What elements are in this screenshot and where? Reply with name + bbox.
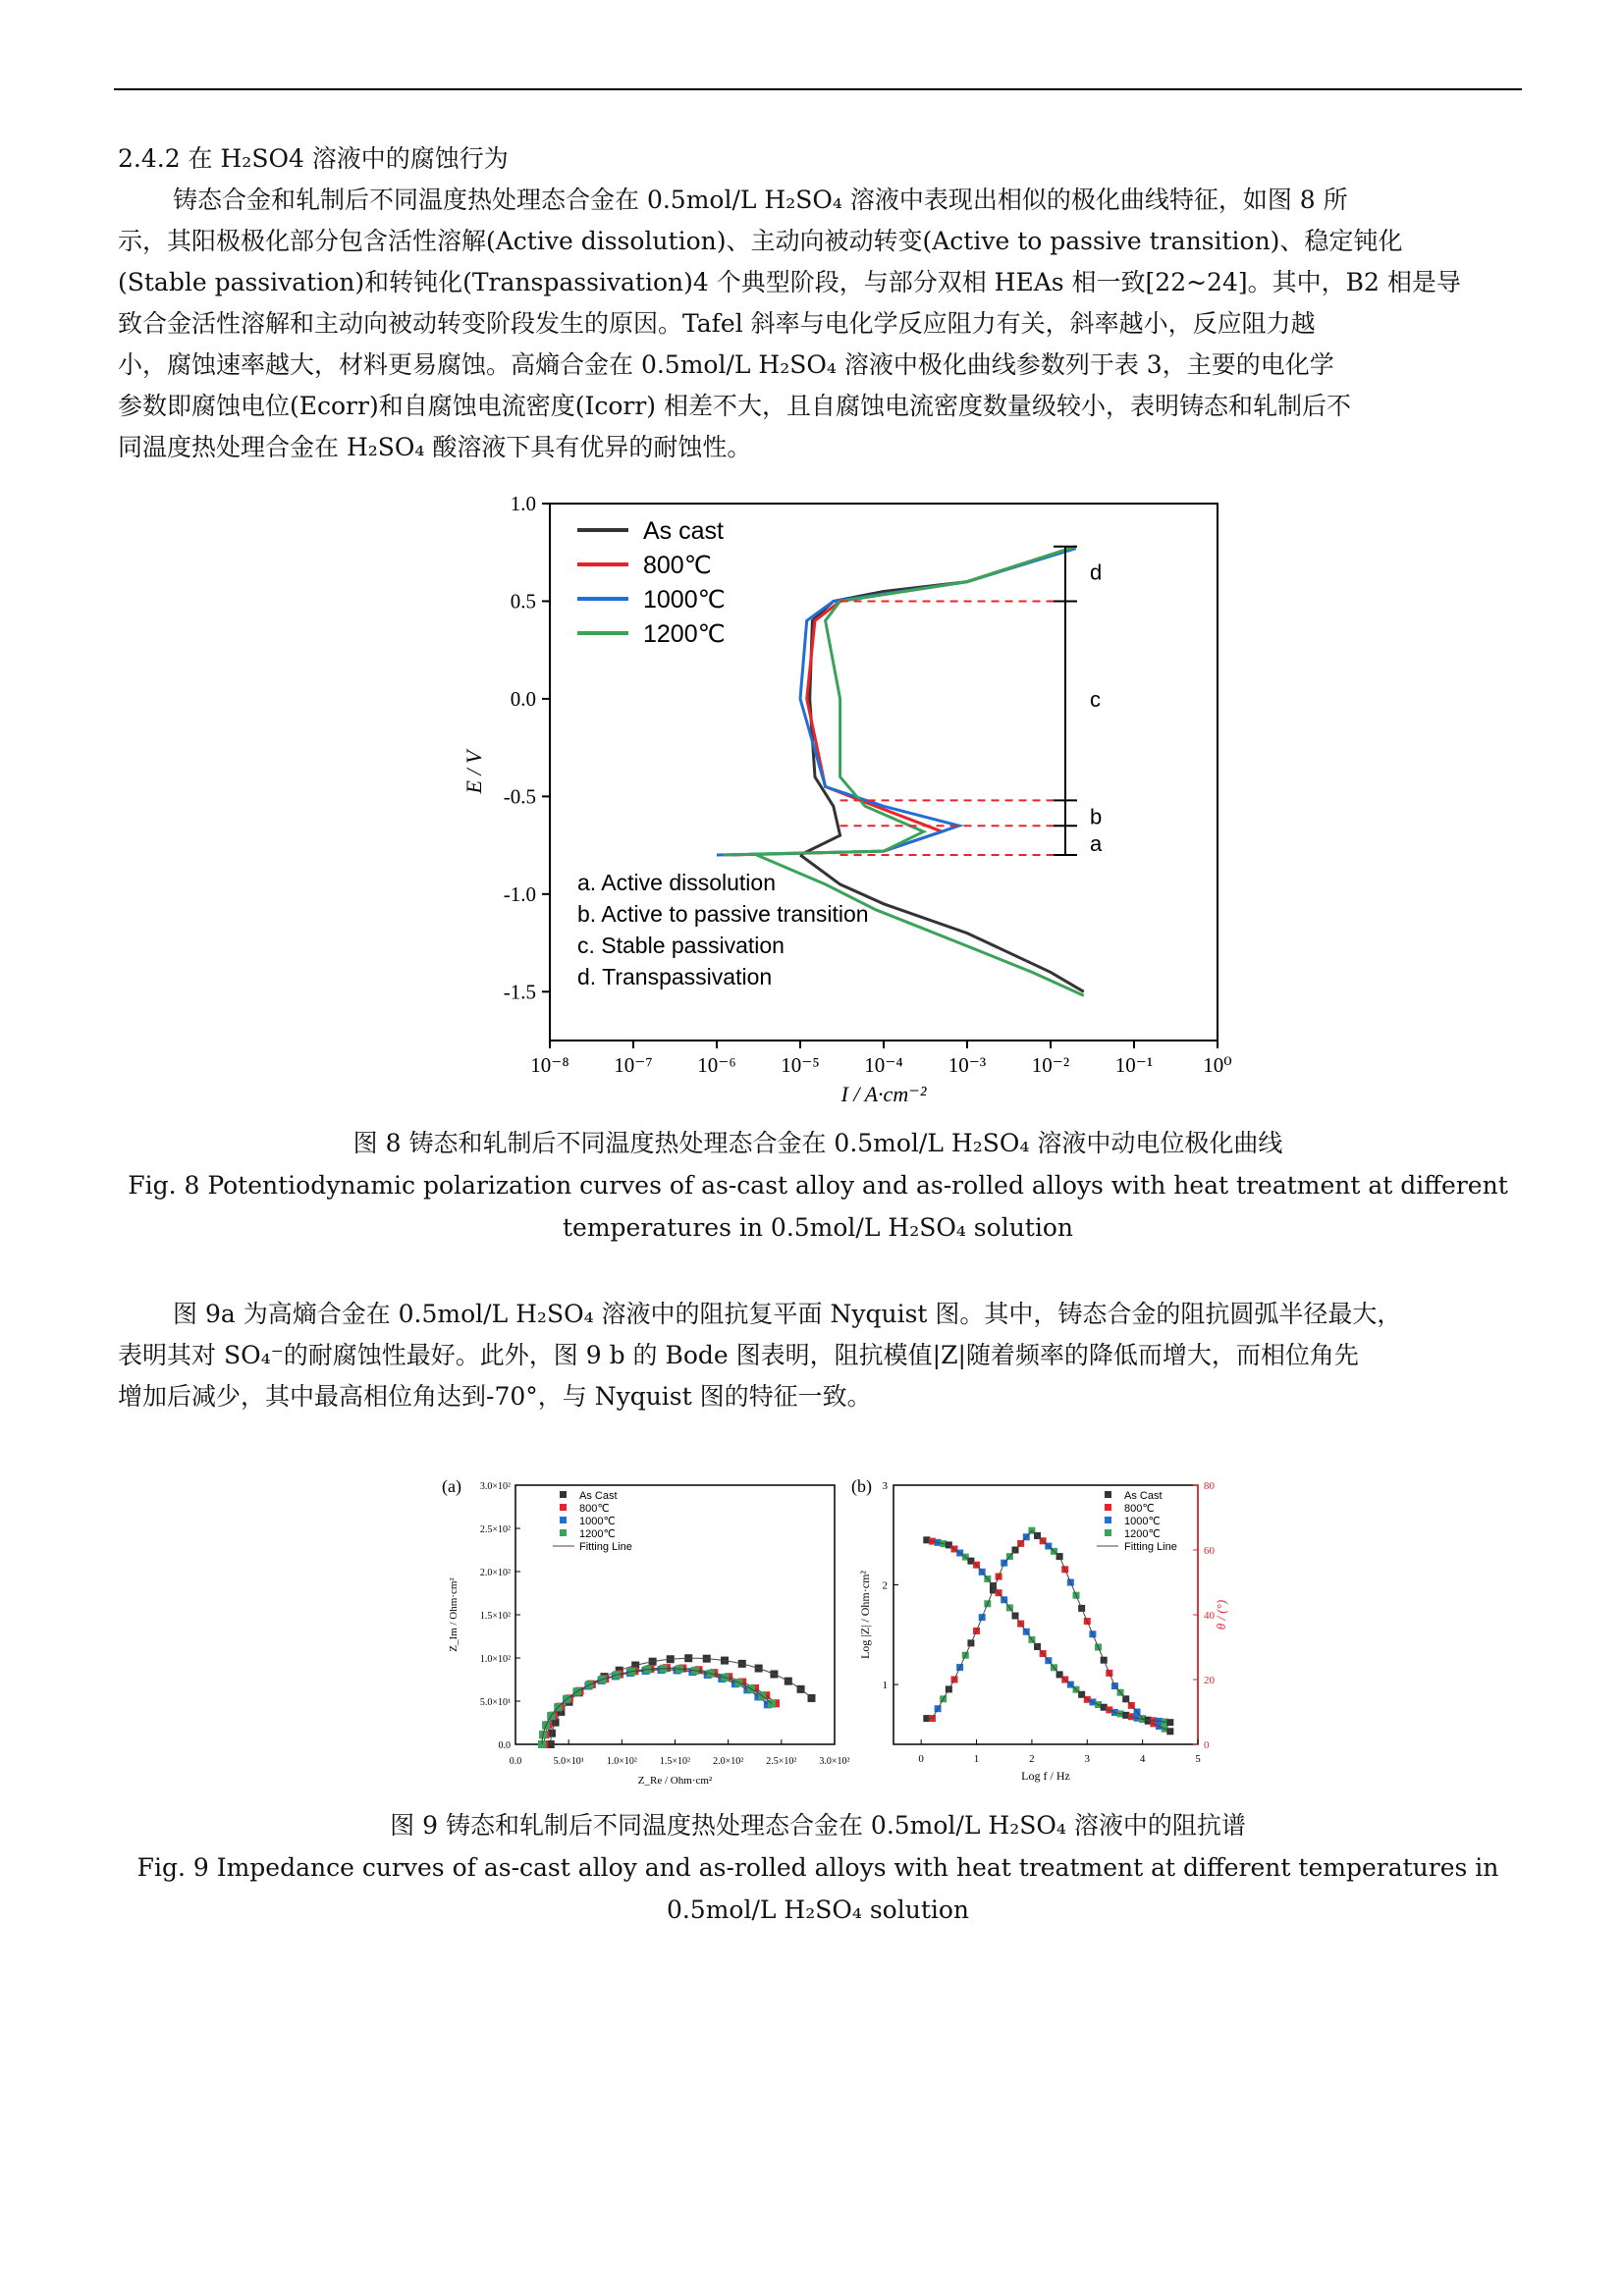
fig9a-y-axis-label: Z_Im / Ohm·cm²	[448, 1577, 460, 1652]
fig9b-legend-swatch	[1105, 1504, 1111, 1511]
fig9b-y2-tick-label: 40	[1204, 1610, 1215, 1622]
fig8-caption-cn: 图 8 铸态和轧制后不同温度热处理态合金在 0.5mol/L H₂SO₄ 溶液中动电位极化曲线	[352, 1129, 1283, 1157]
fig9b-panel-label: (b)	[851, 1476, 872, 1496]
fig9a-x-tick-label: 1.0×10²	[606, 1756, 637, 1767]
fig9b-x-axis-label: Log f / Hz	[1021, 1769, 1070, 1783]
paragraph-2	[118, 1294, 1518, 1417]
fig9b-legend-swatch	[1105, 1491, 1111, 1498]
fig9b-x-tick-label: 0	[918, 1753, 924, 1765]
fig8-caption-en-2: temperatures in 0.5mol/L H₂SO₄ solution	[563, 1213, 1073, 1242]
para2-line: 图 9a 为高熵合金在 0.5mol/L H₂SO₄ 溶液中的阻抗复平面 Nyquist 图。其中，铸态合金的阻抗圆弧半径最大，	[173, 1300, 1402, 1328]
fig9b-y-tick-label: 1	[882, 1680, 888, 1692]
fig9b-y2-axis-label: θ / (°)	[1214, 1599, 1228, 1630]
fig9b-y2-tick-label: 60	[1204, 1545, 1215, 1557]
fig9b-y-tick-label: 2	[882, 1579, 888, 1592]
fig9a-legend-swatch	[560, 1504, 567, 1511]
fig8-legend-label: As cast	[643, 517, 724, 545]
fig9b-y2-tick-label: 20	[1204, 1675, 1215, 1686]
fig9b-legend-label: 1000℃	[1124, 1516, 1161, 1527]
fig9a-legend-label: Fitting Line	[579, 1541, 632, 1553]
fig9a-x-tick-label: 2.5×10²	[766, 1756, 797, 1767]
fig9a-legend-label: 800℃	[579, 1503, 610, 1515]
fig9b-bode-chart	[839, 1468, 1232, 1801]
fig8-stage-label: a	[1090, 831, 1103, 857]
para1-line: (Stable passivation)和转钝化(Transpassivation)4 个典型阶段，与部分双相 HEAs 相一致[22~24]。其中，B2 相是导	[118, 268, 1461, 296]
fig8-series-line	[724, 547, 1076, 855]
fig8-annotation: b. Active to passive transition	[577, 901, 869, 927]
fig8-annotation: c. Stable passivation	[577, 933, 785, 958]
fig9a-y-tick-label: 0.0	[498, 1740, 511, 1751]
fig8-annotation: a. Active dissolution	[577, 870, 777, 895]
fig9a-y-tick-label: 2.5×10²	[479, 1524, 511, 1535]
fig8-y-tick-label: 0.5	[510, 589, 536, 614]
fig9a-legend-label: 1200℃	[579, 1528, 616, 1540]
para1-line: 示，其阳极极化部分包含活性溶解(Active dissolution)、主动向被动转变(Active to passive transition)、稳定钝化	[118, 227, 1403, 255]
fig9b-y-axis-label: Log |Z| / Ohm·cm²	[858, 1570, 872, 1660]
fig9a-x-axis-label: Z_Re / Ohm·cm²	[637, 1775, 713, 1787]
fig8-y-tick-label: -0.5	[503, 784, 536, 809]
fig9b-y-tick-label: 3	[882, 1480, 888, 1492]
fig9-caption-en-2: 0.5mol/L H₂SO₄ solution	[666, 1896, 970, 1924]
para1-line: 铸态合金和轧制后不同温度热处理态合金在 0.5mol/L H₂SO₄ 溶液中表现出相似的极化曲线特征，如图 8 所	[173, 186, 1348, 214]
fig9b-legend-swatch	[1105, 1517, 1111, 1523]
para1-line: 小，腐蚀速率越大，材料更易腐蚀。高熵合金在 0.5mol/L H₂SO₄ 溶液中极化曲线参数列于表 3，主要的电化学	[118, 350, 1334, 379]
fig9a-y-tick-label: 3.0×10²	[479, 1481, 511, 1492]
para2-line: 表明其对 SO₄⁻的耐腐蚀性最好。此外，图 9 b 的 Bode 图表明，阻抗模值|Z|随着频率的降低而增大，而相位角先	[118, 1341, 1359, 1369]
fig8-plot-frame	[550, 504, 1218, 1041]
fig9b-x-tick-label: 3	[1084, 1753, 1091, 1765]
fig8-x-axis-label: I / A·cm⁻²	[840, 1082, 927, 1106]
fig9b-legend-label: 800℃	[1124, 1503, 1155, 1515]
fig8-x-tick-label: 10⁻³	[947, 1053, 987, 1077]
fig9a-y-tick-label: 5.0×10¹	[479, 1697, 511, 1708]
fig9a-x-tick-label: 5.0×10¹	[553, 1756, 584, 1767]
fig9-caption-cn: 图 9 铸态和轧制后不同温度热处理态合金在 0.5mol/L H₂SO₄ 溶液中的阻抗谱	[390, 1811, 1246, 1840]
fig8-x-tick-label: 10⁰	[1203, 1053, 1232, 1077]
fig9b-phase-fit-line	[927, 1530, 1170, 1732]
fig8-stage-label: b	[1090, 804, 1103, 829]
para1-line: 致合金活性溶解和主动向被动转变阶段发生的原因。Tafel 斜率与电化学反应阻力有关，斜率越小，反应阻力越	[118, 309, 1316, 338]
fig8-x-tick-label: 10⁻⁷	[614, 1053, 653, 1077]
fig8-y-tick-label: 0.0	[510, 686, 536, 711]
fig9b-modulus-fit-line	[927, 1540, 1170, 1723]
fig9a-x-tick-label: 3.0×10²	[819, 1756, 850, 1767]
fig9a-legend-label: 1000℃	[579, 1516, 616, 1527]
para1-line: 参数即腐蚀电位(Ecorr)和自腐蚀电流密度(Icorr) 相差不大，且自腐蚀电流密度数量级较小，表明铸态和轧制后不	[118, 392, 1351, 420]
fig8-y-axis-label: E / V	[461, 750, 486, 794]
fig9b-legend-label: 1200℃	[1124, 1528, 1161, 1540]
section-heading: 2.4.2 在 H₂SO4 溶液中的腐蚀行为	[118, 144, 509, 173]
fig9a-legend-swatch	[560, 1517, 567, 1523]
fig9b-legend-label: Fitting Line	[1124, 1541, 1177, 1553]
fig9a-y-tick-label: 1.5×10²	[479, 1611, 511, 1622]
fig8-chart	[452, 486, 1257, 1114]
fig9a-legend-swatch	[560, 1529, 567, 1536]
fig8-y-tick-label: 1.0	[510, 492, 536, 515]
fig9a-x-tick-label: 1.5×10²	[659, 1756, 691, 1767]
fig9a-y-tick-label: 1.0×10²	[479, 1654, 511, 1665]
fig8-y-tick-label: -1.5	[503, 980, 536, 1004]
fig9b-phase-point	[1166, 1728, 1173, 1735]
fig8-x-tick-label: 10⁻⁵	[781, 1053, 820, 1077]
fig9a-legend-swatch	[560, 1491, 567, 1498]
fig9a-panel-label: (a)	[442, 1476, 461, 1496]
fig8-x-tick-label: 10⁻²	[1031, 1053, 1070, 1077]
fig8-x-tick-label: 10⁻⁶	[697, 1053, 736, 1077]
fig9b-legend-label: As Cast	[1124, 1490, 1163, 1502]
fig9b-x-tick-label: 4	[1139, 1753, 1146, 1765]
fig9a-legend-label: As Cast	[579, 1490, 618, 1502]
fig8-series-line	[717, 549, 1076, 855]
fig9b-legend-swatch	[1105, 1529, 1111, 1536]
para1-line: 同温度热处理合金在 H₂SO₄ 酸溶液下具有优异的耐蚀性。	[118, 433, 752, 461]
fig9a-x-tick-label: 2.0×10²	[713, 1756, 744, 1767]
fig8-legend-label: 1200℃	[643, 620, 726, 648]
fig8-legend-label: 800℃	[643, 552, 712, 579]
fig8-annotation: d. Transpassivation	[577, 964, 773, 989]
fig8-y-tick-label: -1.0	[503, 881, 536, 906]
fig9-caption-en-1: Fig. 9 Impedance curves of as-cast alloy and as-rolled alloys with heat treatment at different temperatures in	[136, 1853, 1499, 1882]
fig8-legend-label: 1000℃	[643, 586, 726, 614]
para2-line: 增加后减少，其中最高相位角达到-70°，与 Nyquist 图的特征一致。	[118, 1382, 872, 1411]
fig8-stage-label: d	[1090, 560, 1103, 585]
fig9b-x-tick-label: 5	[1195, 1753, 1201, 1765]
fig8-x-tick-label: 10⁻⁸	[530, 1053, 569, 1077]
fig9b-y2-tick-label: 80	[1204, 1480, 1215, 1492]
paragraph-1	[118, 180, 1518, 468]
fig9a-nyquist-chart	[422, 1468, 854, 1801]
fig8-stage-label: c	[1090, 686, 1101, 712]
header-rule	[114, 88, 1522, 90]
fig9a-x-tick-label: 0.0	[509, 1756, 522, 1767]
fig9b-x-tick-label: 1	[973, 1753, 980, 1765]
fig9a-y-tick-label: 2.0×10²	[479, 1568, 511, 1578]
fig8-caption-en-1: Fig. 8 Potentiodynamic polarization curves of as-cast alloy and as-rolled alloys with heat treatment at different	[128, 1171, 1508, 1200]
fig8-x-tick-label: 10⁻⁴	[864, 1053, 903, 1077]
fig8-x-tick-label: 10⁻¹	[1114, 1053, 1154, 1077]
fig9b-x-tick-label: 2	[1029, 1753, 1035, 1765]
fig9b-y2-tick-label: 0	[1204, 1739, 1210, 1751]
